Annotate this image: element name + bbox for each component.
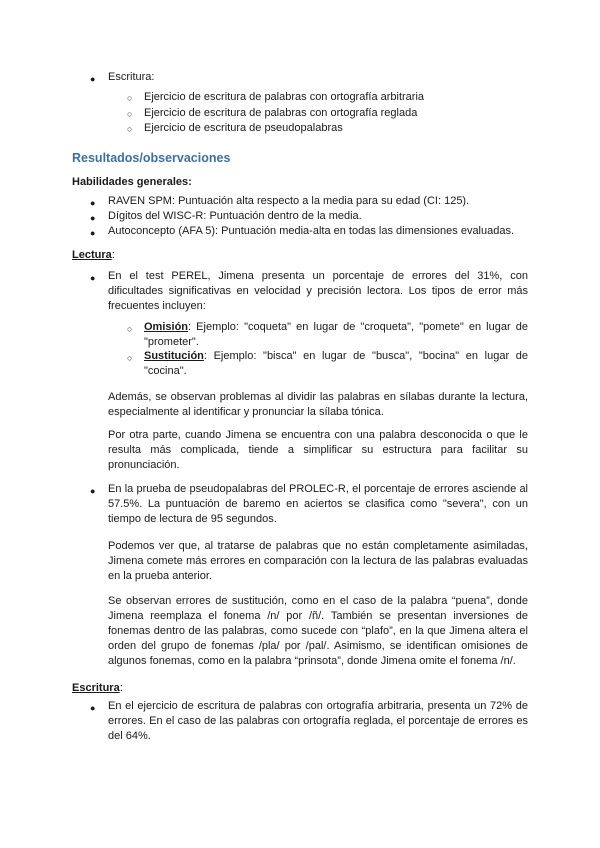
- section-heading: Resultados/observaciones: [72, 151, 231, 165]
- escritura-top-item: Ejercicio de escritura de palabras con ortografía arbitraria: [144, 91, 425, 103]
- error-text: : Ejemplo: "coqueta" en lugar de "croqueta", "pomete" en lugar de "prometer".: [144, 321, 528, 348]
- error-text: : Ejemplo: "bisca" en lugar de "busca", "bocina" en lugar de "cocina".: [144, 350, 528, 377]
- escritura-top-item: Ejercicio de escritura de pseudopalabras: [144, 122, 343, 134]
- error-term: Omisión: [144, 321, 189, 333]
- lectura-title: Lectura: [72, 249, 112, 261]
- error-item-sustitucion: [144, 349, 528, 379]
- bullet: ●: [90, 703, 96, 713]
- habilidades-item: RAVEN SPM: Puntuación alta respecto a la media para su edad (CI: 125).: [108, 195, 470, 207]
- error-term: Sustitución: [144, 350, 204, 362]
- escritura-colon: :: [119, 682, 123, 694]
- escritura-paragraph: En el ejercicio de escritura de palabras con ortografía arbitraria, presenta un 72% de errores. En el caso de las palabras con ortografía reglada, el porcentaje de errores es del 64%.: [108, 700, 528, 742]
- lectura-paragraph: En la prueba de pseudopalabras del PROLEC-R, el porcentaje de errores asciende al 57.5%. La puntuación de baremo en aciertos se clasifica como "severa", con un tiempo de lectura de 95 segundos.: [108, 483, 528, 525]
- lectura-colon: :: [111, 249, 115, 261]
- circle-bullet: ○: [127, 93, 133, 103]
- escritura-top-item: Ejercicio de escritura de palabras con ortografía reglada: [144, 107, 418, 119]
- bullet: ●: [90, 486, 96, 496]
- habilidades-item: Autoconcepto (AFA 5): Puntuación media-alta en todas las dimensiones evaluadas.: [108, 225, 515, 237]
- circle-bullet: ○: [127, 324, 133, 334]
- circle-bullet: ○: [127, 124, 133, 134]
- bullet: ●: [90, 273, 96, 283]
- lectura-paragraph: Por otra parte, cuando Jimena se encuentra con una palabra desconocida o que le resulta más complicada, tiende a simplificar su estructura para facilitar su pronunciación.: [108, 429, 528, 471]
- subheading-habilidades: Habilidades generales:: [72, 176, 192, 188]
- bullet: ●: [90, 228, 96, 238]
- lectura-paragraph: Además, se observan problemas al dividir las palabras en sílabas durante la lectura, especialmente al identificar y pronunciar la sílaba tónica.: [108, 391, 528, 418]
- bullet: ●: [90, 213, 96, 223]
- escritura-top-label: Escritura:: [108, 71, 155, 83]
- lectura-paragraph: En el test PEREL, Jimena presenta un porcentaje de errores del 31%, con dificultades significativas en velocidad y precisión lectora. Los tipos de error más frecuentes incluyen:: [108, 270, 528, 312]
- lectura-paragraph: Se observan errores de sustitución, como en el caso de la palabra “puena”, donde Jimena reemplaza el fonema /n/ por /ñ/. También se presentan inversiones de fonemas dentro de las palabras, como sucede con “plafo”, en la que Jimena altera el orden del grupo de fonemas /pla/ por /pal/. Asimismo, se identifican omisiones de algunos fonemas, como en la palabra “prinsota”, donde Jimena omite el fonema /n/.: [108, 595, 528, 667]
- circle-bullet: ○: [127, 353, 133, 363]
- bullet: ●: [90, 74, 96, 84]
- subheading-lectura: [72, 248, 115, 263]
- escritura-title: Escritura: [72, 682, 120, 694]
- subheading-escritura: [72, 681, 123, 696]
- error-item-omision: [144, 320, 528, 350]
- lectura-paragraph: Podemos ver que, al tratarse de palabras que no están completamente asimiladas, Jimena comete más errores en comparación con la lectura de las palabras evaluadas en la prueba anterior.: [108, 540, 528, 582]
- circle-bullet: ○: [127, 109, 133, 119]
- bullet: ●: [90, 198, 96, 208]
- habilidades-item: Dígitos del WISC-R: Puntuación dentro de la media.: [108, 210, 362, 222]
